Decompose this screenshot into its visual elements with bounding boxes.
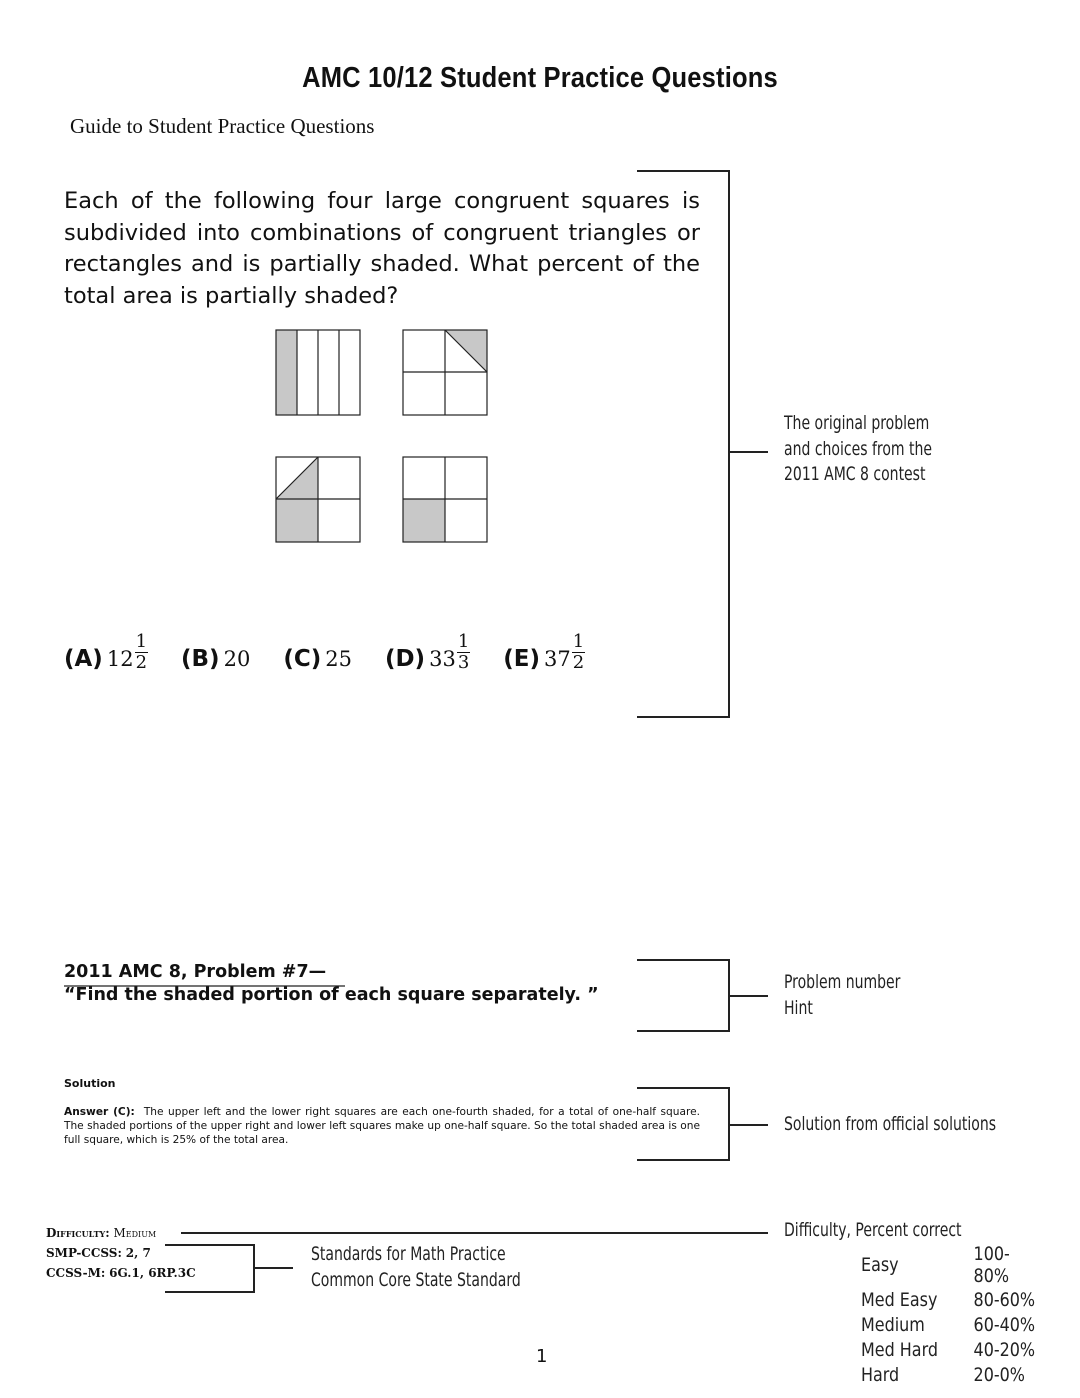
difficulty-row: Med Easy 80-60% (861, 1288, 1036, 1311)
annotation-standards: Standards for Math Practice Common Core State Standard (311, 1243, 521, 1291)
annotation-hint: Hint (784, 996, 813, 1019)
annotation-difficulty: Difficulty, Percent correct (784, 1219, 962, 1241)
choice-b: (B) 20 (181, 646, 251, 672)
solution-body: The upper left and the lower right squares are each one-fourth shaded, for a total of one-half square. The shaded portions of the upper right and lower left squares make up one-half square. So the total shaded area is one full square, which is 25% of the total area. (64, 1106, 700, 1146)
difficulty-row: Med Hard 40-20% (861, 1338, 1036, 1361)
page-subtitle: Guide to Student Practice Questions (70, 114, 375, 138)
choice-a: (A) 12 $\frac{1}{2}$ (64, 631, 148, 673)
choice-e: (E) 37 $\frac{1}{2}$ (503, 631, 585, 673)
ccss-meta: CCSS-M: 6G.1, 6RP.3C (46, 1266, 196, 1280)
fraction: $\frac{1}{2}$ (135, 631, 148, 673)
annotation-solution: Solution from official solutions (784, 1113, 997, 1135)
problem-number: 2011 AMC 8, Problem #7— (64, 962, 327, 982)
difficulty-meta: Difficulty: Medium (46, 1226, 157, 1240)
annotation-problem-number: Problem number Hint (784, 970, 900, 1021)
difficulty-row: Easy 100-80% (861, 1243, 1010, 1287)
page-number: 1 (536, 1346, 548, 1367)
difficulty-row: Medium 60-40% (861, 1313, 1036, 1336)
bracket-original (637, 171, 729, 717)
hint-text: “Find the shaded portion of each square separately. ” (64, 985, 599, 1005)
choice-c: (C) 25 (283, 646, 352, 672)
smp-meta: SMP-CCSS: 2, 7 (46, 1246, 151, 1260)
problem-text: Each of the following four large congruent squares is subdivided into combinations of congruent triangles or rectangles and is partially shaded. What percent of the total area is partially shaded? (64, 188, 700, 309)
annotation-original: The original problem and choices from the 2011 AMC 8 contest (784, 412, 933, 485)
solution-text (64, 1105, 700, 1147)
choice-d: (D) 33 $\frac{1}{3}$ (384, 631, 470, 673)
fraction: $\frac{1}{3}$ (457, 631, 470, 673)
fraction: $\frac{1}{2}$ (572, 631, 585, 673)
bracket-problem-number (637, 960, 729, 1031)
answer-label: Answer (C): (64, 1106, 135, 1118)
page-title: AMC 10/12 Student Practice Questions (302, 62, 778, 94)
difficulty-row: Hard 20-0% (861, 1364, 1025, 1387)
difficulty-table (861, 1243, 1045, 1388)
solution-heading: Solution (64, 1077, 116, 1090)
